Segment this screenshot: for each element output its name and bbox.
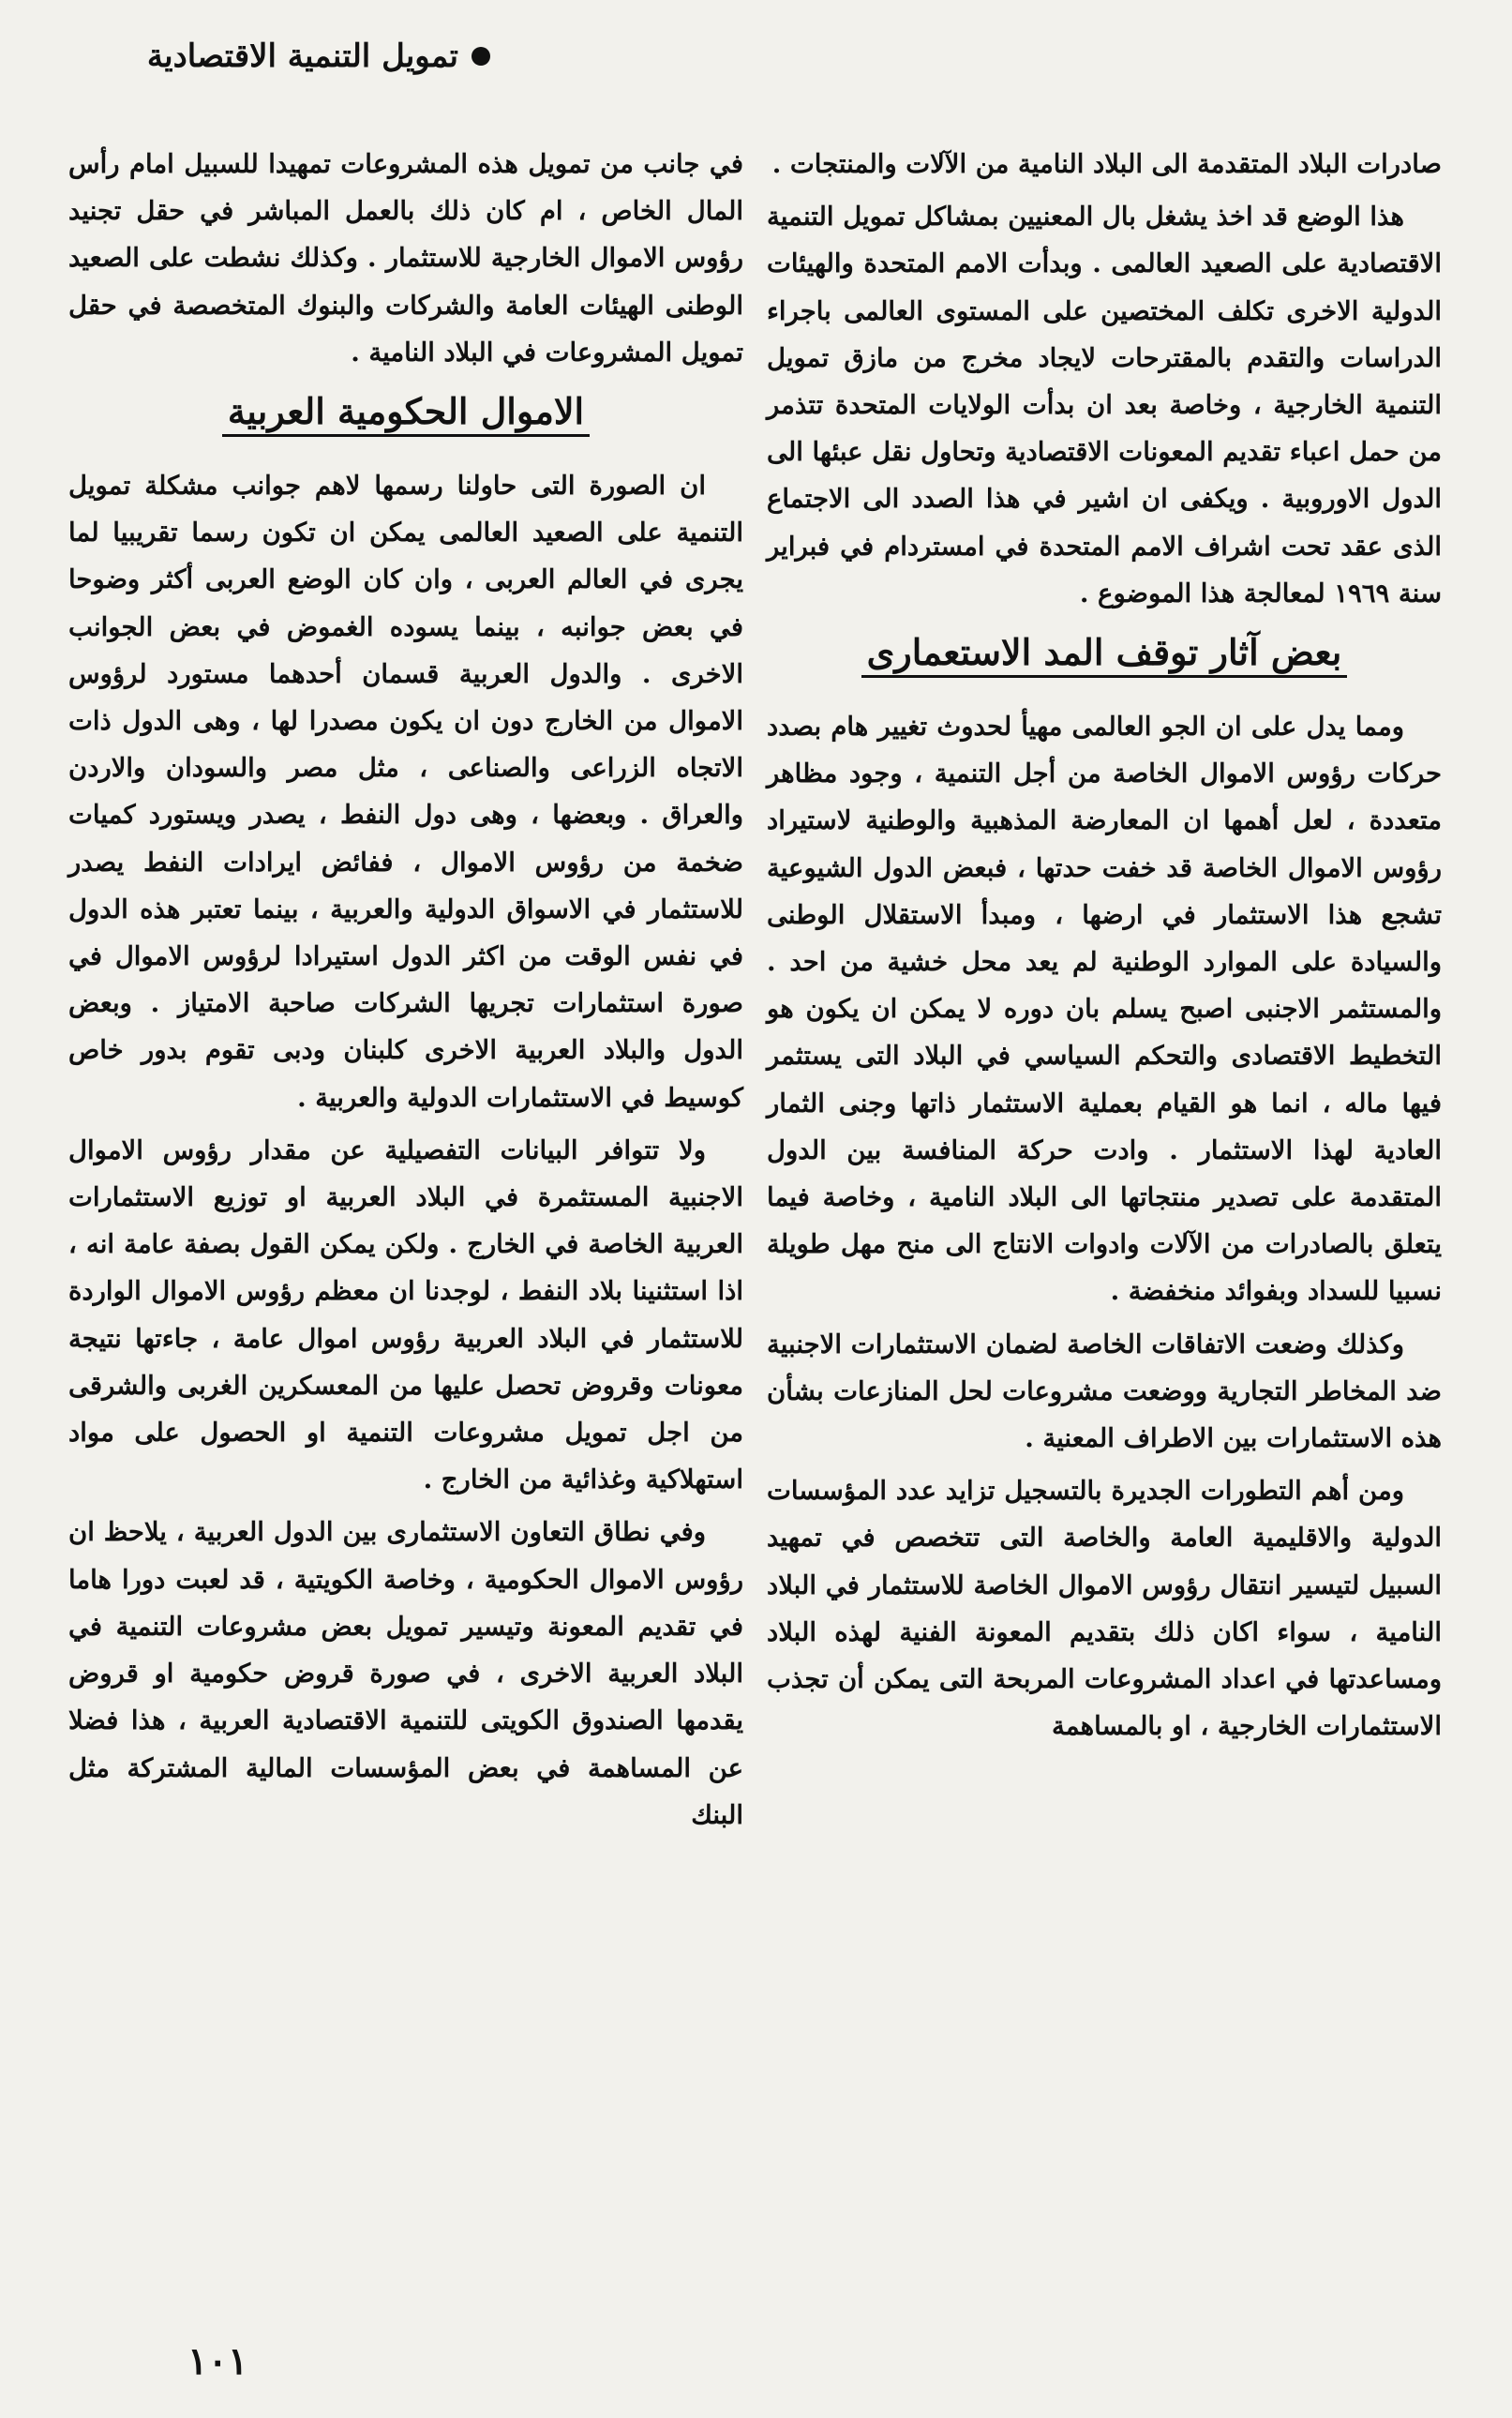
section-heading-text: الاموال الحكومية العربية [222,390,590,437]
paragraph: وكذلك وضعت الاتفاقات الخاصة لضمان الاستثمارات الاجنبية ضد المخاطر التجارية ووضعت مشروعات لحل المنازعات بشأن هذه الاستثمارات بين الاطراف المعنية . [767,1329,1442,1454]
paragraph: صادرات البلاد المتقدمة الى البلاد النامية من الآلات والمنتجات . [771,149,1442,179]
running-header [147,38,490,75]
left-column [68,141,743,1844]
paragraph: ولا تتوافر البيانات التفصيلية عن مقدار رؤوس الاموال الاجنبية المستثمرة في البلاد العربية او توزيع الاستثمارات العربية الخاصة في الخارج . ولكن يمكن القول بصفة عامة انه ، اذا استثنينا بلاد النفط ، لوجدنا ان معظم رؤوس الاموال الواردة للاستثمار في البلاد العربية رؤوس اموال عامة ، جاءتها نتيجة معونات وقروض تحصل عليها من المعسكرين الغربى والشرقى من اجل تمويل مشروعات التنمية او الحصول على مواد استهلاكية وغذائية من الخارج . [68,1134,743,1495]
paragraph: ان الصورة التى حاولنا رسمها لاهم جوانب مشكلة تمويل التنمية على الصعيد العالمى يمكن ان تكون رسما تقريبيا لما يجرى في العالم العربى ، وان كان الوضع العربى أكثر وضوحا في بعض جوانبه ، بينما يسوده الغموض في بعض الجوانب الاخرى . والدول العربية قسمان أحدهما مستورد لرؤوس الاموال من الخارج دون ان يكون مصدرا لها ، وهى الدول ذات الاتجاه الزراعى والصناعى ، مثل مصر والسودان والاردن والعراق . وبعضها ، وهى دول النفط ، يصدر ويستورد كميات ضخمة من رؤوس الاموال ، ففائض ايرادات النفط يصدر للاستثمار في الاسواق الدولية والعربية ، بينما تعتبر هذه الدول في نفس الوقت من اكثر الدول استيرادا لرؤوس الاموال في صورة استثمارات تجريها الشركات صاحبة الامتياز . وبعض الدول والبلاد العربية الاخرى كلبنان ودبى تقوم بدور خاص كوسيط في الاستثمارات الدولية والعربية . [68,471,743,1113]
page-number: ١٠١ [187,2339,248,2383]
bullet-icon [472,47,490,66]
paragraph: ومما يدل على ان الجو العالمى مهيأ لحدوث تغيير هام بصدد حركات رؤوس الاموال الخاصة من أجل التنمية ، وجود مظاهر متعددة ، لعل أهمها ان المعارضة المذهبية والوطنية لاستيراد رؤوس الاموال الخاصة قد خفت حدتها ، فبعض الدول الشيوعية تشجع هذا الاستثمار في ارضها ، ومبدأ الاستقلال الوطنى والسيادة على الموارد الوطنية لم يعد محل خشية من احد . والمستثمر الاجنبى اصبح يسلم بان دوره لا يمكن ان يكون هو التخطيط الاقتصادى والتحكم السياسي في البلاد التى يستثمر فيها ماله ، انما هو القيام بعملية الاستثمار ذاتها وجنى الثمار العادية لهذا الاستثمار . وادت حركة المنافسة بين الدول المتقدمة على تصدير منتجاتها الى البلاد النامية ، وخاصة فيما يتعلق بالصادرات من الآلات وادوات الانتاج الى منح مهل طويلة نسبيا للسداد وبفوائد منخفضة . [767,712,1442,1307]
right-column [767,141,1442,1756]
section-heading [68,382,743,442]
running-title: تمويل التنمية الاقتصادية [146,38,458,75]
section-heading [767,623,1442,683]
paragraph: في جانب من تمويل هذه المشروعات تمهيدا للسبيل امام رأس المال الخاص ، ام كان ذلك بالعمل المباشر في حقل تجنيد رؤوس الاموال الخارجية للاستثمار . وكذلك نشطت على الصعيد الوطنى الهيئات العامة والشركات والبنوك المتخصصة في حقل تمويل المشروعات في البلاد النامية . [68,149,743,368]
paragraph: هذا الوضع قد اخذ يشغل بال المعنيين بمشاكل تمويل التنمية الاقتصادية على الصعيد العالمى . وبدأت الامم المتحدة والهيئات الدولية الاخرى تكلف المختصين على المستوى العالمى باجراء الدراسات والتقدم بالمقترحات لايجاد مخرج من مازق تمويل التنمية الخارجية ، وخاصة بعد ان بدأت الولايات المتحدة تتذمر من حمل اعباء تقديم المعونات الاقتصادية وتحاول نقل عبئها الى الدول الاوروبية . ويكفى ان اشير في هذا الصدد الى الاجتماع الذى عقد تحت اشراف الامم المتحدة في امستردام في فبراير سنة ١٩٦٩ لمعالجة هذا الموضوع . [767,202,1442,608]
paragraph: ومن أهم التطورات الجديرة بالتسجيل تزايد عدد المؤسسات الدولية والاقليمية العامة والخاصة التى تتخصص في تمهيد السبيل لتيسير انتقال رؤوس الاموال الخاصة للاستثمار في البلاد النامية ، سواء اكان ذلك بتقديم المعونة الفنية لهذه البلاد ومساعدتها في اعداد المشروعات المربحة التى يمكن أن تجذب الاستثمارات الخارجية ، او بالمساهمة [767,1476,1442,1742]
section-heading-text: بعض آثار توقف المد الاستعمارى [861,631,1348,678]
paragraph: وفي نطاق التعاون الاستثمارى بين الدول العربية ، يلاحظ ان رؤوس الاموال الحكومية ، وخاصة الكويتية ، قد لعبت دورا هاما في تقديم المعونة وتيسير تمويل بعض مشروعات التنمية في البلاد العربية الاخرى ، في صورة قروض حكومية او قروض يقدمها الصندوق الكويتى للتنمية الاقتصادية العربية ، هذا فضلا عن المساهمة في بعض المؤسسات المالية المشتركة مثل البنك [68,1517,743,1830]
